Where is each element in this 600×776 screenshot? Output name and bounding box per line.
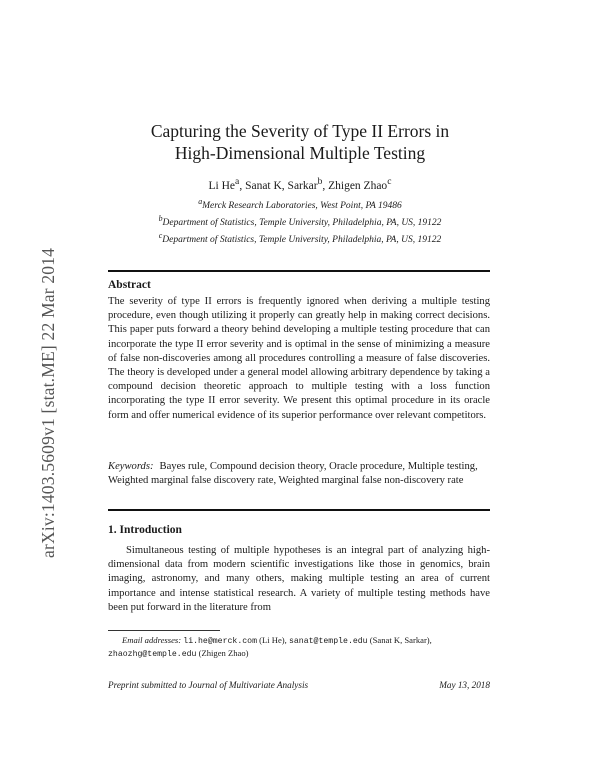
email-owner: (Zhigen Zhao) <box>198 647 249 658</box>
introduction-paragraph: Simultaneous testing of multiple hypotheses is an integral part of analyzing high-dimensional data from modern scientific investigations like those in genomics, brain imaging, astronomy, and many others, making multiple testing an area of current importance and intense statistical research. A variety of multiple testing methods have been put forward in the literature from <box>108 545 490 613</box>
affiliation-mark: b <box>158 213 163 223</box>
author-name: Li He <box>208 179 236 192</box>
affiliation-mark: c <box>158 230 163 240</box>
author-affil-mark: b <box>317 176 323 187</box>
page-footer <box>108 680 490 690</box>
footer-date: May 13, 2018 <box>439 680 490 690</box>
affiliation-item <box>100 230 500 247</box>
email-owner: (Li He) <box>259 635 285 645</box>
abstract-top-rule <box>108 270 490 272</box>
affiliation-item <box>100 213 500 230</box>
email-separator: , <box>429 635 432 645</box>
title-line-1: Capturing the Severity of Type II Errors in <box>150 121 450 141</box>
email-separator: , <box>284 635 287 645</box>
affiliation-text: Department of Statistics, Temple University, Philadelphia, PA, US, 19122 <box>162 235 442 246</box>
affiliation-list <box>100 196 500 247</box>
author-affil-mark: c <box>387 176 392 187</box>
author-list <box>100 176 500 192</box>
author-separator: , <box>322 179 329 192</box>
abstract-text: The severity of type II errors is frequently ignored when deriving a multiple testing procedure, even though utilizing it properly can greatly help in making correct decisions. This paper puts forward a theory behind developing a multiple testing procedure that can incorporate the type II error severity and is optimal in the sense of minimizing a measure of false non-discoveries among all procedures controlling a measure of false discoveries. The theory is developed under a general model allowing arbitrary dependence by taking a compound decision theoretic approach to multiple testing with a loss function incorporating the type II error severity. We present this optimal procedure in its oracle form and offer numerical evidence of its superior performance over relevant competitors. <box>108 296 490 421</box>
arxiv-identifier-stamp: arXiv:1403.5609v1 [stat.ME] 22 Mar 2014 <box>38 247 58 558</box>
title-line-2: High-Dimensional Multiple Testing <box>174 143 426 163</box>
abstract-heading: Abstract <box>108 279 151 291</box>
footer-journal: Preprint submitted to Journal of Multivariate Analysis <box>108 680 309 690</box>
keywords-label: Keywords: <box>108 461 154 472</box>
email-address[interactable]: li.he@merck.com <box>183 637 257 646</box>
affiliation-text: Merck Research Laboratories, West Point, PA 19486 <box>202 201 402 212</box>
email-owner: (Sanat K, Sarkar) <box>369 635 430 645</box>
email-address[interactable]: zhaozhg@temple.edu <box>108 649 197 659</box>
footnote-rule <box>108 630 220 631</box>
email-label: Email addresses: <box>122 635 182 645</box>
affiliation-item <box>100 196 500 213</box>
keywords-block <box>108 460 490 488</box>
author-separator: , <box>239 179 246 192</box>
section-heading-introduction: 1. Introduction <box>108 524 182 536</box>
keywords-text: Bayes rule, Compound decision theory, Oracle procedure, Multiple testing, Weighted marginal false discovery rate, Weighted marginal false non-discovery rate <box>108 461 478 487</box>
author-name: Sanat K, Sarkar <box>245 179 318 192</box>
affiliation-mark: a <box>198 197 203 206</box>
email-address[interactable]: sanat@temple.edu <box>288 637 368 646</box>
author-affil-mark: a <box>235 176 240 187</box>
email-footnote <box>108 635 490 660</box>
affiliation-text: Department of Statistics, Temple University, Philadelphia, PA, US, 19122 <box>162 218 442 229</box>
author-name: Zhigen Zhao <box>328 179 388 192</box>
abstract-bottom-rule <box>108 509 490 511</box>
paper-title <box>100 120 500 164</box>
